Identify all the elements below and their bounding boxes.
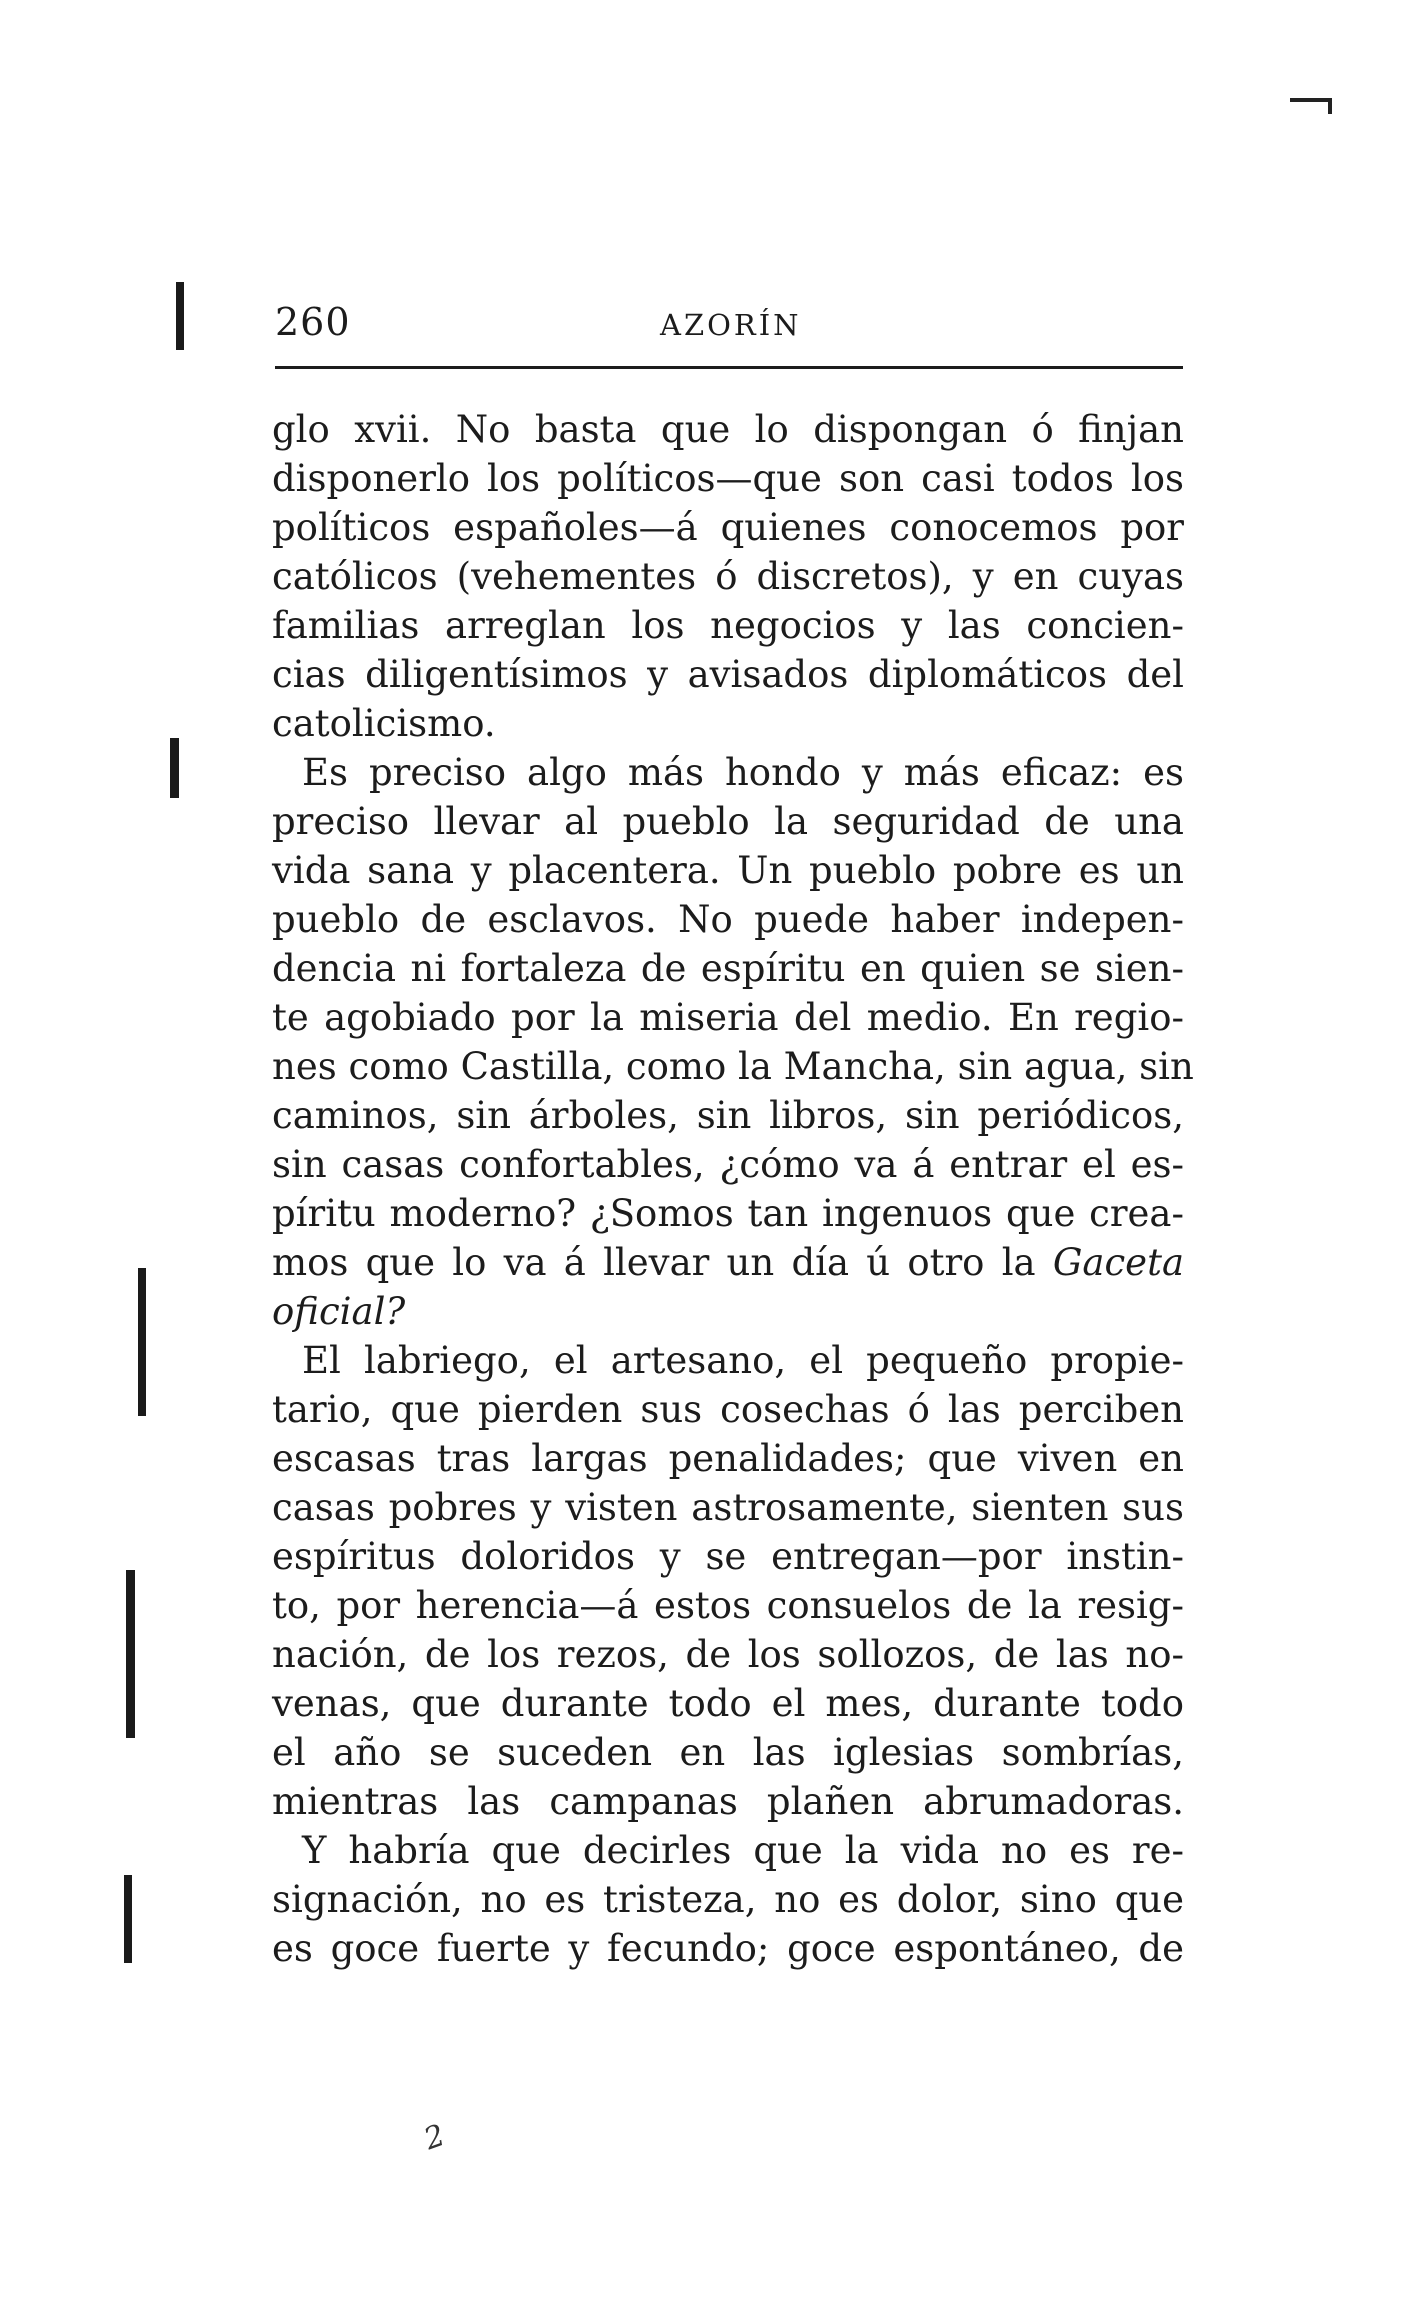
text-line: escasas tras largas penalidades; que viven en [272,1437,1184,1480]
scan-corner-mark [1290,98,1332,102]
binding-mark [176,282,184,350]
text-line: glo xvii. No basta que lo dispongan ó finjan [272,408,1184,451]
scan-corner-mark-tick [1328,100,1332,114]
body-text [272,405,1194,1973]
text-line: familias arreglan los negocios y las concien- [272,604,1184,647]
text-line: tario, que pierden sus cosechas ó las perciben [272,1388,1184,1431]
text-line: es goce fuerte y fecundo; goce espontáneo, de [272,1927,1184,1970]
italic-word: Gaceta [1052,1241,1185,1284]
text-line: catolicismo. [272,702,496,745]
text-line: Es preciso algo más hondo y más eficaz: es [302,751,1184,794]
text-line: venas, que durante todo el mes, durante todo [272,1682,1184,1725]
text-line: píritu moderno? ¿Somos tan ingenuos que crea- [272,1192,1184,1235]
text-line: El labriego, el artesano, el pequeño propie- [302,1339,1184,1382]
text-line: espíritus doloridos y se entregan—por instin- [272,1535,1184,1578]
binding-mark [124,1875,132,1963]
footer-mark: 2 [419,2117,450,2158]
text-line: el año se suceden en las iglesias sombrías, [272,1731,1184,1774]
text-line: nación, de los rezos, de los sollozos, de las no- [272,1633,1184,1676]
text-line: católicos (vehementes ó discretos), y en cuyas [272,555,1184,598]
text-line: disponerlo los políticos—que son casi todos los [272,457,1184,500]
text-line: mientras las campanas plañen abrumadoras. [272,1780,1184,1823]
text-line: casas pobres y visten astrosamente, sienten sus [272,1486,1184,1529]
text-line: te agobiado por la miseria del medio. En regio- [272,996,1184,1039]
text-line: signación, no es tristeza, no es dolor, sino que [272,1878,1184,1921]
text-line: pueblo de esclavos. No puede haber indepen- [272,898,1184,941]
text-line: dencia ni fortaleza de espíritu en quien se sien- [272,947,1184,990]
page-header [275,300,1175,350]
text-line: to, por herencia—á estos consuelos de la resig- [272,1584,1184,1627]
running-title: AZORÍN [660,308,802,342]
text-line: nes como Castilla, como la Mancha, sin agua, sin [272,1045,1194,1088]
page-number: 260 [275,300,351,344]
binding-mark [170,738,179,798]
text-line: políticos españoles—á quienes conocemos por [272,506,1184,549]
text-line: vida sana y placentera. Un pueblo pobre es un [272,849,1184,892]
text-line: cias diligentísimos y avisados diplomáticos del [272,653,1184,696]
text-line: preciso llevar al pueblo la seguridad de una [272,800,1184,843]
text-line-with-italic [272,1238,1184,1287]
text-line: Y habría que decirles que la vida no es re- [302,1829,1184,1872]
text-line: caminos, sin árboles, sin libros, sin periódicos, [272,1094,1184,1137]
text-line-segment: mos que lo va á llevar un día ú otro la [272,1241,1036,1284]
binding-mark [138,1268,146,1416]
text-line: oficial? [272,1290,406,1333]
text-line: sin casas confortables, ¿cómo va á entrar el es- [272,1143,1184,1186]
header-rule [275,366,1183,369]
binding-mark [126,1570,135,1738]
